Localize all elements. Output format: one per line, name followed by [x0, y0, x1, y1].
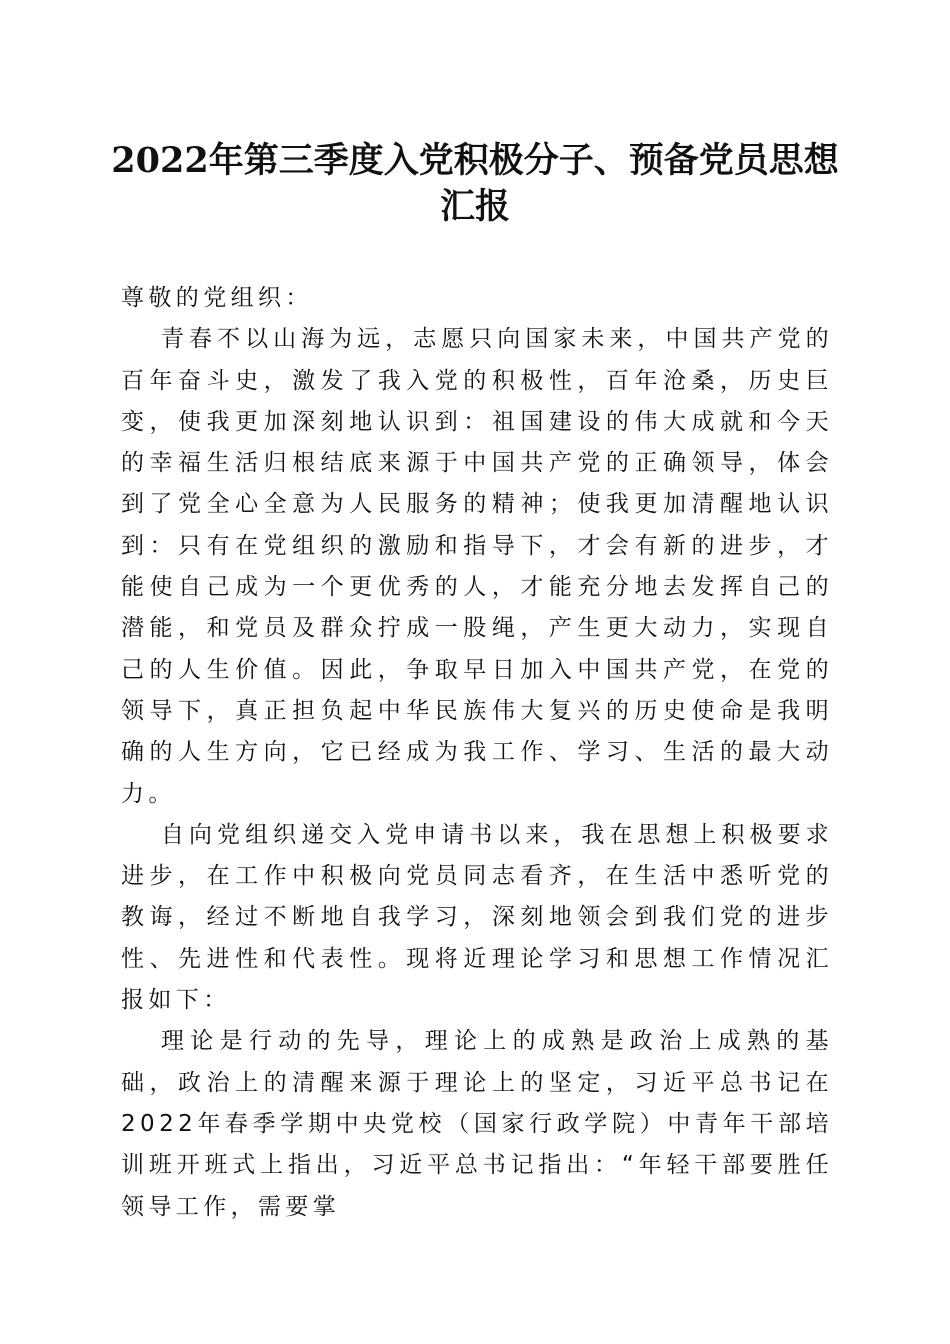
paragraph-2: 自向党组织递交入党申请书以来，我在思想上积极要求进步，在工作中积极向党员同志看齐，在生活中悉听党的教诲，经过不断地自我学习，深刻地领会到我们党的进步性、先进性和代表性。现将近理论学习和思想工作情况汇报如下：: [121, 821, 833, 1014]
document-body: [121, 278, 833, 1228]
document-title: 2022年第三季度入党积极分子、预备党员思想汇报: [111, 140, 839, 227]
salutation: 尊敬的党组织：: [121, 285, 313, 311]
paragraph-3: 理论是行动的先导，理论上的成熟是政治上成熟的基础，政治上的清醒来源于理论上的坚定，习近平总书记在2022年春季学期中央党校（国家行政学院）中青年干部培训班开班式上指出，习近平总书记指出：“年轻干部要胜任领导工作，需要掌: [121, 1028, 833, 1220]
paragraph-1: 青春不以山海为远，志愿只向国家未来，中国共产党的百年奋斗史，激发了我入党的积极性，百年沧桑，历史巨变，使我更加深刻地认识到：祖国建设的伟大成就和今天的幸福生活归根结底来源于中国共产党的正确领导，体会到了党全心全意为人民服务的精神；使我更加清醒地认识到：只有在党组织的激励和指导下，才会有新的进步，才能使自己成为一个更优秀的人，才能充分地去发挥自己的潜能，和党员及群众拧成一股绳，产生更大动力，实现自己的人生价值。因此，争取早日加入中国共产党，在党的领导下，真正担负起中华民族伟大复兴的历史使命是我明确的人生方向，它已经成为我工作、学习、生活的最大动力。: [121, 326, 833, 807]
